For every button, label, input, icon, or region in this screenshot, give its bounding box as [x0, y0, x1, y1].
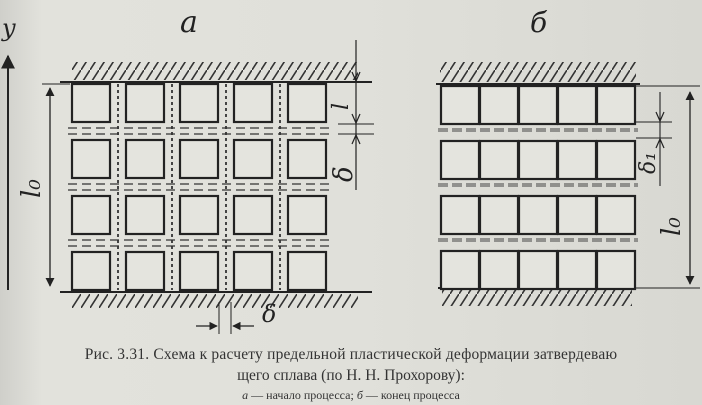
panel-b-top-wall — [440, 62, 636, 82]
grain — [126, 140, 164, 178]
grain — [519, 196, 557, 234]
panel-b-delta1-label: δ₁ — [636, 151, 661, 174]
grain — [180, 196, 218, 234]
grain — [288, 196, 326, 234]
grain — [234, 140, 272, 178]
grain — [597, 196, 635, 234]
caption-line-2: щего сплава (по Н. Н. Прохорову): — [237, 367, 465, 384]
panel-a-l-label: l — [329, 102, 354, 110]
grain — [558, 86, 596, 124]
grain — [480, 251, 518, 289]
grain — [180, 140, 218, 178]
grain — [441, 141, 479, 179]
grain — [597, 86, 635, 124]
caption-b-text: — конец процесса — [362, 388, 460, 402]
grain — [234, 252, 272, 290]
grain — [558, 251, 596, 289]
panel-a-bottom-delta-label: δ — [262, 300, 277, 328]
grain — [72, 196, 110, 234]
caption-line-3 — [0, 388, 702, 403]
grain — [597, 141, 635, 179]
grain — [126, 196, 164, 234]
grain — [72, 252, 110, 290]
panel-a-top-wall — [72, 62, 358, 80]
grain — [558, 141, 596, 179]
grain — [234, 84, 272, 122]
caption-a-marker: а — [242, 388, 249, 402]
grain — [441, 196, 479, 234]
grain — [597, 251, 635, 289]
grain — [72, 84, 110, 122]
grain — [519, 141, 557, 179]
panel-a-bottom-wall — [72, 294, 358, 308]
panel-a-l0-label: l₀ — [17, 179, 47, 198]
grain — [558, 196, 596, 234]
grain — [441, 251, 479, 289]
grain — [288, 140, 326, 178]
panel-a-grains — [72, 84, 326, 290]
panel-b-grains — [441, 86, 635, 289]
panel-b — [436, 62, 700, 306]
y-axis-label: y — [2, 14, 16, 42]
grain — [480, 141, 518, 179]
grain — [441, 86, 479, 124]
panel-a — [42, 40, 374, 334]
grain — [519, 86, 557, 124]
grain — [519, 251, 557, 289]
caption-line-1: Рис. 3.31. Схема к расчету предельной пластической деформации затвердеваю — [84, 346, 618, 363]
grain — [234, 196, 272, 234]
caption-b-marker: б — [356, 388, 363, 402]
grain — [288, 84, 326, 122]
panel-b-l0-label: l₀ — [657, 217, 687, 236]
caption-a-text: — начало процесса; — [248, 388, 357, 402]
panel-b-label: б — [530, 6, 548, 39]
grain — [180, 252, 218, 290]
grain — [72, 140, 110, 178]
panel-a-label: а — [180, 5, 198, 40]
grain — [126, 84, 164, 122]
panel-b-bottom-wall — [442, 290, 632, 306]
panel-a-delta-label: δ — [329, 166, 359, 182]
grain — [480, 196, 518, 234]
grain — [126, 252, 164, 290]
grain — [480, 86, 518, 124]
grain — [288, 252, 326, 290]
grain — [180, 84, 218, 122]
